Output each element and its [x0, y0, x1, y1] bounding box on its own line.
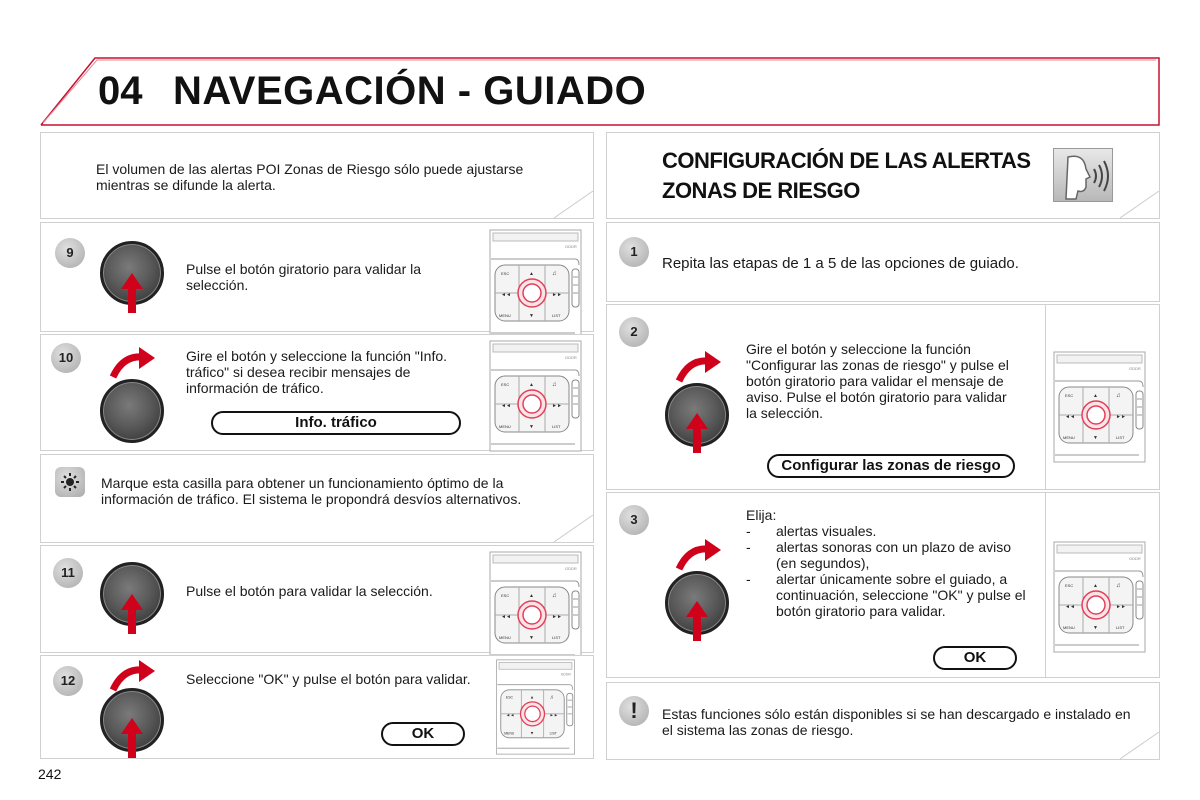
svg-text:LIST: LIST: [549, 731, 557, 736]
ok-button[interactable]: OK: [933, 646, 1017, 670]
svg-text:LIST: LIST: [552, 424, 561, 429]
tip-text: Marque esta casilla para obtener un funcionamiento óptimo de la información de tráfico. El sistema le propondrá desvíos alternativos.: [101, 475, 522, 507]
svg-text:►►: ►►: [1116, 604, 1126, 610]
rotate-arrow-icon: [675, 539, 725, 571]
step-12-box: [40, 655, 594, 759]
press-arrow-icon: [686, 413, 708, 453]
svg-text:▲: ▲: [1093, 583, 1098, 589]
svg-text:ESC: ESC: [1065, 583, 1074, 588]
right-step-2-box: [606, 304, 1160, 490]
ok-button[interactable]: OK: [381, 722, 465, 746]
alert-options-list: [746, 507, 1026, 619]
svg-text:LIST: LIST: [552, 313, 561, 318]
list-item: - alertas visuales.: [746, 523, 877, 539]
control-panel-icon: [489, 340, 582, 452]
warning-box: [606, 682, 1160, 760]
voice-alert-icon: [1053, 148, 1113, 202]
svg-text:♫: ♫: [1116, 393, 1121, 399]
step-badge: 3: [619, 505, 649, 535]
step-9-text: Pulse el botón giratorio para validar la selección.: [186, 261, 422, 293]
svg-text:▲: ▲: [1093, 393, 1098, 399]
svg-text:►►: ►►: [1116, 414, 1126, 420]
svg-text:♫: ♫: [552, 593, 557, 599]
step-10-text: Gire el botón y seleccione la función "Info. tráfico" si desea recibir mensajes de información de tráfico.: [186, 348, 448, 396]
svg-text:►►: ►►: [552, 292, 562, 298]
control-panel-icon: [1053, 541, 1146, 653]
svg-text:◄◄: ◄◄: [1065, 604, 1075, 610]
svg-text:ESC: ESC: [501, 593, 510, 598]
svg-text:♫: ♫: [552, 271, 557, 277]
step-12-text: Seleccione "OK" y pulse el botón para validar.: [186, 671, 471, 687]
svg-text:▲: ▲: [529, 694, 535, 700]
step-11-text: Pulse el botón para validar la selección.: [186, 583, 433, 599]
svg-text:ESC: ESC: [505, 695, 513, 700]
svg-text:▲: ▲: [529, 271, 534, 277]
step-badge: 1: [619, 237, 649, 267]
warning-icon: !: [619, 696, 649, 726]
svg-text:▲: ▲: [529, 382, 534, 388]
rotate-arrow-icon: [109, 347, 159, 379]
svg-text:▲: ▲: [529, 593, 534, 599]
svg-text:♫: ♫: [552, 382, 557, 388]
svg-text:♫: ♫: [549, 694, 554, 701]
chapter-title: NAVEGACIÓN - GUIADO: [173, 69, 647, 113]
right-step-1-box: [606, 222, 1160, 302]
svg-text:◄◄: ◄◄: [501, 403, 511, 409]
warning-text: Estas funciones sólo están disponibles si se han descargado e instalado en el sistema las zonas de riesgo.: [662, 706, 1131, 738]
svg-text:GDDR: GDDR: [1129, 366, 1141, 371]
right-step-3-box: [606, 492, 1160, 678]
list-item: - alertar únicamente sobre el guiado, a continuación, seleccione "OK" y pulse el botón giratorio para validar.: [746, 571, 1026, 619]
svg-text:♫: ♫: [1116, 583, 1121, 589]
configurar-zonas-button[interactable]: Configurar las zonas de riesgo: [767, 454, 1015, 478]
press-arrow-icon: [121, 273, 143, 313]
svg-text:GDDR: GDDR: [1129, 556, 1141, 561]
svg-text:GDDR: GDDR: [560, 672, 571, 677]
svg-text:►►: ►►: [552, 614, 562, 620]
step-badge: 2: [619, 317, 649, 347]
press-arrow-icon: [121, 718, 143, 758]
svg-text:ESC: ESC: [501, 382, 510, 387]
step-11-box: [40, 545, 594, 653]
volume-note-box: [40, 132, 594, 219]
control-panel-icon: [489, 229, 582, 341]
svg-text:◄◄: ◄◄: [505, 712, 515, 718]
press-arrow-icon: [686, 601, 708, 641]
step-badge: 12: [53, 666, 83, 696]
volume-note-text: El volumen de las alertas POI Zonas de Riesgo sólo puede ajustarse mientras se difunde la alerta.: [96, 161, 524, 193]
svg-text:ESC: ESC: [501, 271, 510, 276]
step-badge: 10: [51, 343, 81, 373]
page-number: 242: [38, 766, 62, 782]
svg-text:▼: ▼: [529, 635, 534, 641]
svg-text:LIST: LIST: [1116, 435, 1125, 440]
svg-text:►►: ►►: [549, 712, 559, 718]
control-panel-icon: [489, 659, 582, 755]
svg-text:GDDR: GDDR: [565, 355, 577, 360]
svg-text:▼: ▼: [529, 730, 535, 736]
svg-text:MENU: MENU: [1063, 435, 1075, 440]
tip-box: [40, 454, 594, 543]
svg-text:MENU: MENU: [1063, 625, 1075, 630]
tip-bulb-icon: [55, 467, 85, 497]
section-title-line2: ZONAS DE RIESGO: [662, 178, 860, 203]
svg-text:►►: ►►: [552, 403, 562, 409]
svg-text:▼: ▼: [529, 424, 534, 430]
rotary-knob-icon: [100, 379, 164, 443]
control-panel-icon: [489, 551, 582, 663]
svg-text:GDDR: GDDR: [565, 244, 577, 249]
svg-text:LIST: LIST: [552, 635, 561, 640]
svg-text:MENU: MENU: [504, 731, 515, 736]
section-title-line1: CONFIGURACIÓN DE LAS ALERTAS: [662, 148, 1031, 173]
svg-text:▼: ▼: [1093, 625, 1098, 631]
svg-text:▼: ▼: [1093, 435, 1098, 441]
step-9-box: [40, 222, 594, 332]
list-intro: Elija:: [746, 507, 777, 523]
svg-text:MENU: MENU: [499, 635, 511, 640]
svg-text:▼: ▼: [529, 313, 534, 319]
list-item: - alertas sonoras con un plazo de aviso (en segundos),: [746, 539, 1012, 571]
rotate-arrow-icon: [675, 351, 725, 383]
svg-text:◄◄: ◄◄: [501, 614, 511, 620]
chapter-header: [40, 57, 1160, 127]
svg-text:MENU: MENU: [499, 313, 511, 318]
svg-text:MENU: MENU: [499, 424, 511, 429]
step-badge: 11: [53, 558, 83, 588]
press-arrow-icon: [121, 594, 143, 634]
svg-text:◄◄: ◄◄: [501, 292, 511, 298]
chapter-number: 04: [98, 69, 143, 113]
step-10-box: [40, 334, 594, 451]
section-title: [662, 146, 1031, 206]
svg-text:GDDR: GDDR: [565, 566, 577, 571]
info-trafico-button[interactable]: Info. tráfico: [211, 411, 461, 435]
svg-text:LIST: LIST: [1116, 625, 1125, 630]
right-step-1-text: Repita las etapas de 1 a 5 de las opciones de guiado.: [662, 255, 1019, 272]
svg-text:ESC: ESC: [1065, 393, 1074, 398]
step-badge: 9: [55, 238, 85, 268]
svg-text:◄◄: ◄◄: [1065, 414, 1075, 420]
control-panel-icon: [1053, 351, 1146, 463]
right-step-2-text: Gire el botón y seleccione la función "Configurar las zonas de riesgo" y pulse el botón giratorio para validar el mensaje de aviso. Pulse el botón giratorio para validar la selección.: [746, 341, 1009, 421]
